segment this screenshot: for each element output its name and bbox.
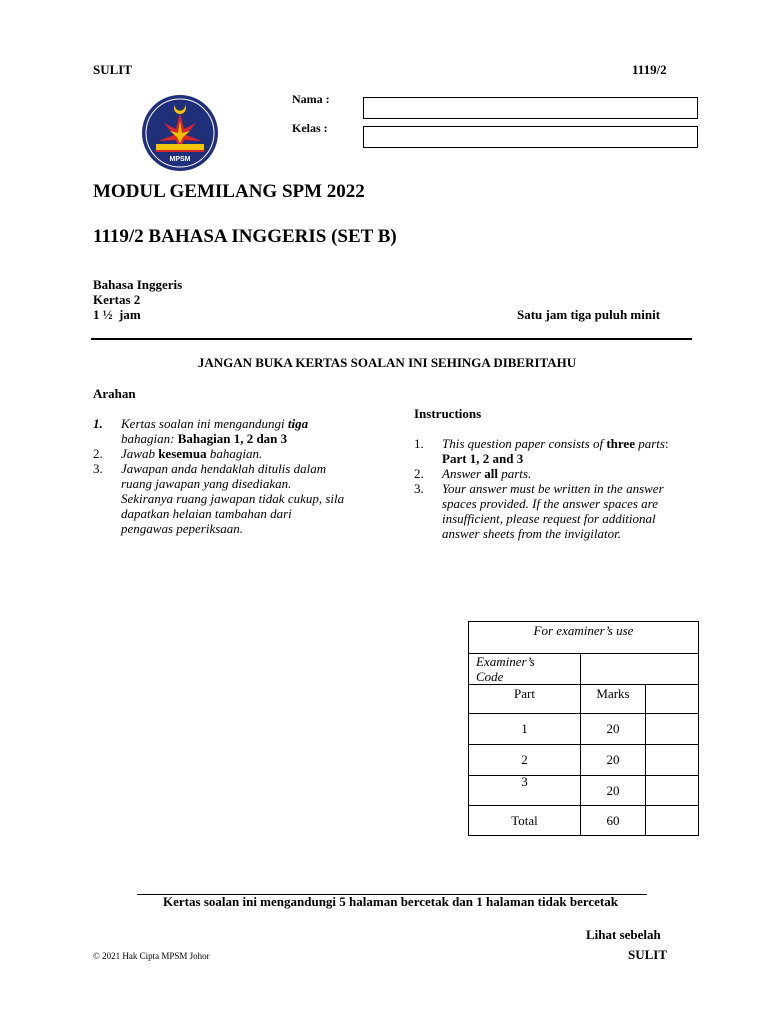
header-left: SULIT — [93, 62, 133, 77]
table-row: 3 20 — [469, 776, 699, 806]
examiner-table — [468, 621, 699, 836]
instructions-item-1: 1. This question paper consists of three parts: Part 1, 2 and 3 — [414, 436, 669, 466]
next-page-text: Lihat sebelah — [586, 927, 661, 942]
copyright-text: © 2021 Hak Cipta MPSM Johor — [93, 951, 210, 961]
instructions-item-3: 3. Your answer must be written in the answer spaces provided. If the answer spaces are insufficient, please request for additional answer sheets from the invigilator. — [414, 481, 664, 541]
examiner-table-title: For examiner’s use — [469, 622, 699, 654]
score-cell[interactable] — [646, 714, 699, 745]
paper-title: 1119/2 BAHASA INGGERIS (SET B) — [93, 226, 397, 247]
col-marks-header: Marks — [581, 685, 646, 714]
name-field[interactable] — [363, 97, 698, 119]
instructions-list — [414, 436, 714, 541]
class-label: Kelas : — [292, 121, 328, 135]
arahan-item-1: 1. Kertas soalan ini mengandungi tiga bahagian: Bahagian 1, 2 dan 3 — [93, 416, 309, 446]
examiner-code-label: Examiner’s Code — [469, 654, 581, 685]
table-row-total: Total 60 — [469, 806, 699, 836]
score-cell[interactable] — [646, 745, 699, 776]
instructions-heading: Instructions — [414, 406, 482, 421]
logo-text: MPSM — [169, 156, 191, 163]
name-label: Nama : — [292, 92, 330, 106]
class-field[interactable] — [363, 126, 698, 148]
duration-short: 1 ½ jam — [93, 307, 141, 322]
arahan-item-2: 2. Jawab kesemua bahagian. — [93, 446, 263, 461]
divider-line — [91, 338, 692, 340]
examiner-code-field[interactable] — [581, 654, 699, 685]
arahan-list — [93, 416, 393, 536]
table-row: 2 20 — [469, 745, 699, 776]
module-title: MODUL GEMILANG SPM 2022 — [93, 181, 365, 202]
total-score-cell[interactable] — [646, 806, 699, 836]
empty-cell — [646, 685, 699, 714]
table-row: 1 20 — [469, 714, 699, 745]
subject-name: Bahasa Inggeris — [93, 277, 183, 292]
paper-number: Kertas 2 — [93, 292, 141, 307]
duration-long: Satu jam tiga puluh minit — [517, 307, 661, 322]
pages-note: Kertas soalan ini mengandungi 5 halaman bercetak dan 1 halaman tidak bercetak — [163, 894, 618, 909]
arahan-heading: Arahan — [93, 386, 136, 401]
score-cell[interactable] — [646, 776, 699, 806]
warning-text: JANGAN BUKA KERTAS SOALAN INI SEHINGA DIBERITAHU — [197, 355, 577, 370]
instructions-item-2: 2. Answer all parts. — [414, 466, 532, 481]
col-part-header: Part — [469, 685, 581, 714]
header-code: 1119/2 — [632, 62, 667, 77]
arahan-item-3: 3. Jawapan anda hendaklah ditulis dalam ruang jawapan yang disediakan. Sekiranya ruang jawapan tidak cukup, sila dapatkan helaian tambahan dari pengawas peperiksaan. — [93, 461, 345, 536]
footer-sulit: SULIT — [628, 947, 668, 962]
mpsm-logo — [140, 93, 220, 173]
